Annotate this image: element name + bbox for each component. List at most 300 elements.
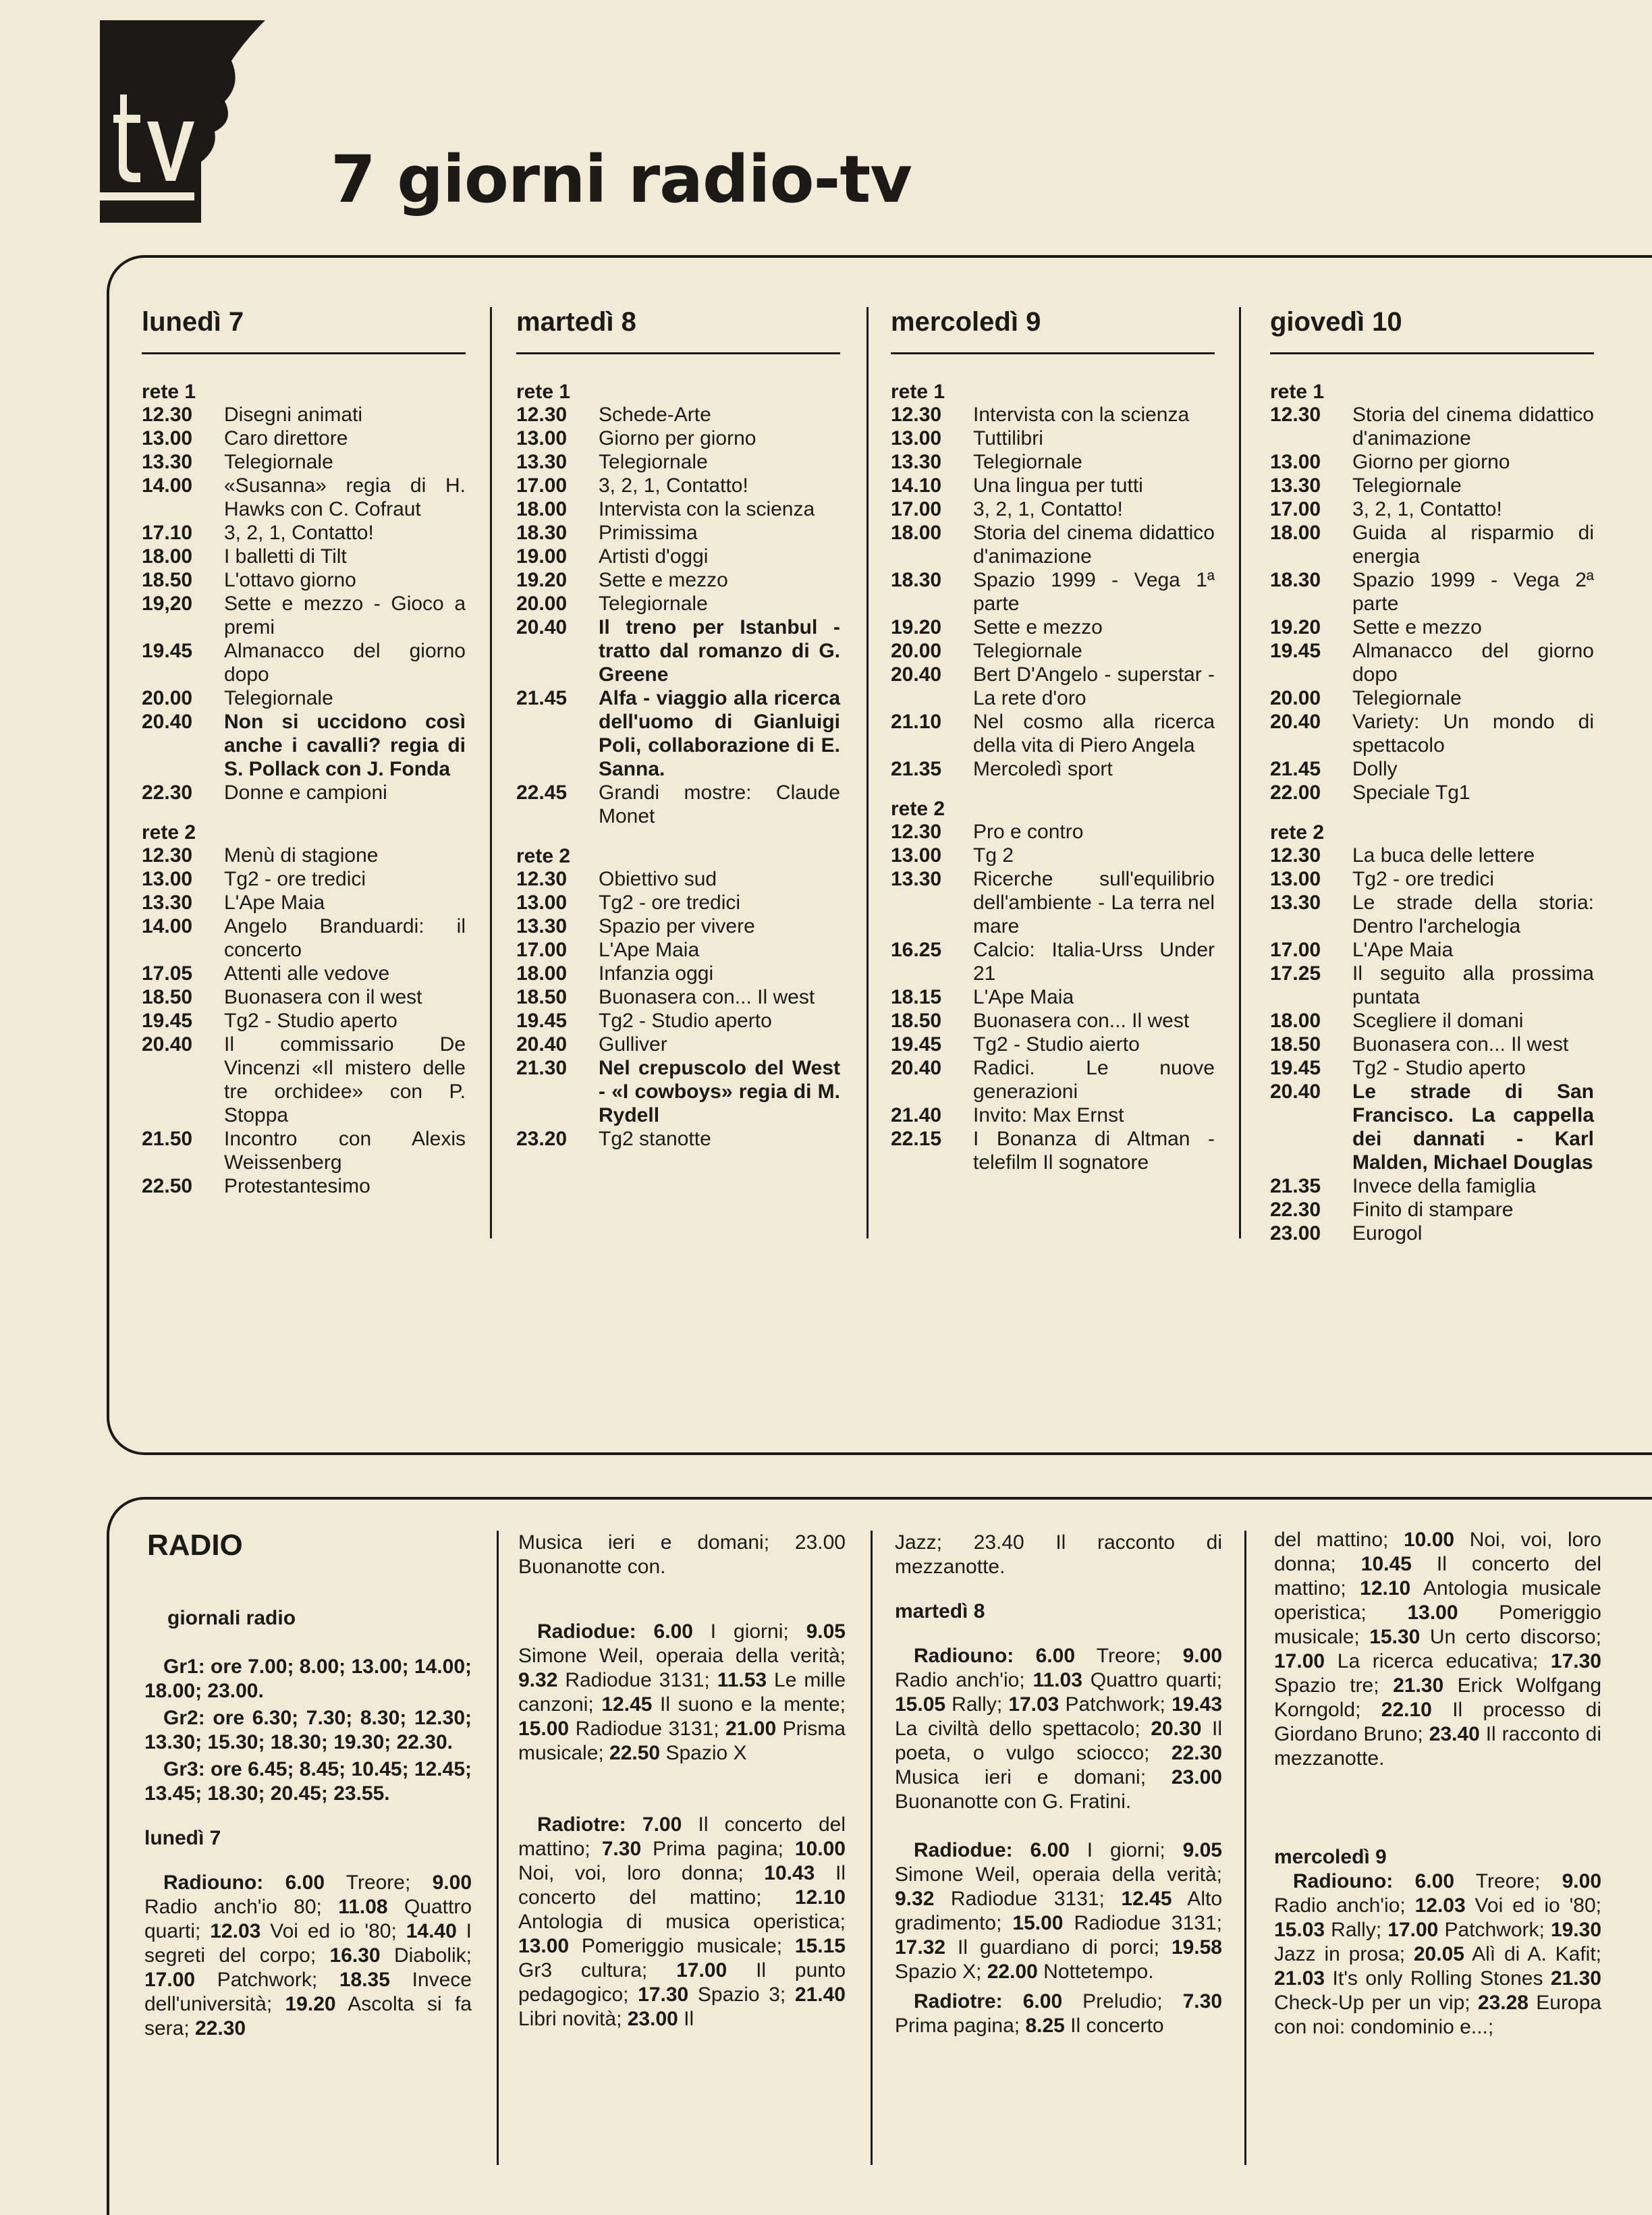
radiodue-block: Radiodue: 6.00 I giorni; 9.05 Simone Weil, operaia della verità; 9.32 Radiodue 3131; 12.45 Alto gradimento; 15.00 Radiodue 3131; 17.32 Il guardiano di porci; 19.58 Spazio X; 22.00 Nottetempo.: [895, 1839, 1223, 1983]
program-title: Telegiornale: [1352, 474, 1462, 497]
program-time: 21.45: [516, 687, 568, 709]
program-title: Giorno per giorno: [599, 427, 756, 449]
program-row: [1270, 474, 1594, 497]
program-title: 3, 2, 1, Contatto!: [973, 498, 1123, 520]
program-row: [1270, 639, 1594, 686]
network-label: rete 1: [142, 381, 196, 403]
program-time: 22.00: [1270, 782, 1321, 804]
program-row: [1270, 1222, 1594, 1245]
column-divider: [497, 1531, 499, 2165]
network-label: rete 2: [516, 845, 571, 867]
program-title: Spazio per vivere: [599, 915, 755, 937]
day-heading: martedì 8: [516, 307, 840, 354]
radiouno-block: Radiouno: 6.00 Treore; 9.00 Radio anch'io 80; 11.08 Quattro quarti; 12.03 Voi ed io '80; 14.40 I segreti del corpo; 16.30 Diabolik; 17.00 Patchwork; 18.35 Invece dell'università; 19.20 Ascolta si fa sera; 22.30: [144, 1871, 472, 2040]
program-title: Invito: Max Ernst: [973, 1104, 1124, 1126]
program-title: Artisti d'oggi: [599, 545, 709, 568]
tv-day-column: [142, 307, 466, 1198]
program-title: «Susanna» regia di H. Hawks con C. Cofraut: [224, 474, 466, 520]
network-label: rete 2: [142, 821, 196, 844]
program-time: 19,20: [142, 593, 193, 615]
program-row: [142, 781, 466, 804]
program-row: [1270, 1198, 1594, 1222]
program-time: 17.00: [1270, 498, 1321, 520]
program-row: [891, 568, 1215, 616]
program-time: 23.20: [516, 1128, 568, 1150]
network-label: rete 1: [516, 381, 571, 403]
program-row: [891, 820, 1215, 844]
program-title: Protestantesimo: [224, 1175, 370, 1197]
program-title: Mercoledì sport: [973, 758, 1113, 780]
program-row: [1270, 450, 1594, 474]
program-row: [516, 450, 840, 474]
day-heading: mercoledì 9: [891, 307, 1215, 354]
radiotre-block: Radiotre: 7.00 Il concerto del mattino; 7.30 Prima pagina; 10.00 Noi, voi, loro donna; 10.43 Il concerto del mattino; 12.10 Antologia di musica operistica; 13.00 Pomeriggio musicale; 15.15 Gr3 cultura; 17.00 Il punto pedagogico; 17.30 Spazio 3; 21.40 Libri novità; 23.00 Il: [518, 1813, 846, 2030]
program-title: Telegiornale: [224, 687, 333, 709]
program-time: 16.25: [891, 939, 942, 961]
radiotre-block: Radiotre: 6.00 Preludio; 7.30 Prima pagina; 8.25 Il concerto: [895, 1990, 1222, 2037]
program-row: [516, 592, 840, 616]
program-row: [142, 545, 466, 568]
program-time: 17.05: [142, 962, 193, 985]
program-row: [142, 639, 466, 686]
program-time: 19.20: [1270, 616, 1321, 638]
radio-day-heading: martedì 8: [895, 1600, 985, 1622]
radio-column-2: [518, 1531, 846, 2031]
program-title: Scegliere il domani: [1352, 1010, 1524, 1032]
column-divider: [490, 307, 492, 1238]
program-time: 18.50: [142, 986, 193, 1008]
program-row: [142, 568, 466, 592]
radio-day-heading: mercoledì 9: [1274, 1846, 1387, 1868]
program-title: Incontro con Alexis Weissenberg: [224, 1128, 466, 1174]
program-title: Speciale Tg1: [1352, 782, 1470, 804]
tv-day-column: [1270, 307, 1594, 1245]
program-row: [516, 867, 840, 891]
program-title: Tg 2: [973, 844, 1014, 867]
program-time: 21.45: [1270, 758, 1321, 780]
program-time: 13.00: [891, 844, 942, 867]
program-time: 18.00: [516, 498, 568, 520]
continued-text: del mattino; 10.00 Noi, voi, loro donna; 10.45 Il concerto del mattino; 12.10 Antologia musicale operistica; 13.00 Pomeriggio musicale; 15.30 Un certo discorso; 17.00 La ricerca educativa; 17.30 Spazio tre; 21.30 Erick Wolfgang Korngold; 22.10 Il processo di Giordano Bruno; 23.40 Il racconto di mezzanotte.: [1274, 1529, 1602, 1770]
program-title: Caro direttore: [224, 427, 348, 449]
program-title: Spazio 1999 - Vega 2ª parte: [1352, 569, 1594, 615]
program-title: Buonasera con il west: [224, 986, 422, 1008]
program-time: 23.00: [1270, 1222, 1321, 1245]
program-title: 3, 2, 1, Contatto!: [599, 474, 748, 497]
program-time: 20.40: [142, 711, 193, 733]
program-time: 18.00: [142, 545, 193, 568]
network-label: rete 1: [1270, 381, 1325, 403]
gr-entry: [144, 1706, 472, 1755]
program-title: Invece della famiglia: [1352, 1175, 1536, 1197]
program-time: 13.00: [1270, 868, 1321, 890]
program-time: 20.00: [1270, 687, 1321, 709]
program-time: 22.15: [891, 1128, 942, 1150]
program-time: 18.30: [891, 569, 942, 591]
program-row: [891, 985, 1215, 1009]
program-row: [891, 1009, 1215, 1033]
program-title: L'Ape Maia: [973, 986, 1074, 1008]
program-time: 12.30: [1270, 404, 1321, 426]
program-title: Tg2 - Studio aperto: [224, 1010, 397, 1032]
program-title: Sette e mezzo - Gioco a premi: [224, 593, 466, 638]
program-time: 13.00: [516, 427, 568, 449]
program-title: Tg2 - ore tredici: [224, 868, 366, 890]
program-title: Radici. Le nuove generazioni: [973, 1057, 1215, 1103]
program-title: Telegiornale: [1352, 687, 1462, 709]
program-time: 13.30: [1270, 474, 1321, 497]
program-row: [1270, 521, 1594, 568]
program-title: Calcio: Italia-Urss Under 21: [973, 939, 1215, 985]
program-title: Una lingua per tutti: [973, 474, 1143, 497]
radio-day-heading: lunedì 7: [144, 1827, 221, 1849]
program-title: Telegiornale: [599, 593, 708, 615]
program-row: [891, 427, 1215, 450]
program-time: 18.30: [1270, 569, 1321, 591]
program-row: [1270, 403, 1594, 450]
program-time: 12.30: [142, 404, 193, 426]
program-row: [516, 568, 840, 592]
gr-label: Gr2:: [163, 1707, 205, 1729]
program-title: L'Ape Maia: [599, 939, 700, 961]
program-time: 20.40: [891, 663, 942, 686]
program-time: 13.30: [891, 868, 942, 890]
network-label: rete 2: [891, 798, 945, 820]
gr-times: ore 6.30; 7.30; 8.30; 12.30; 13.30; 15.30; 18.30; 19.30; 22.30.: [144, 1707, 472, 1753]
column-divider: [866, 307, 869, 1238]
program-title: Bert D'Angelo - superstar - La rete d'oro: [973, 663, 1215, 709]
program-time: 19.20: [891, 616, 942, 638]
program-row: [891, 639, 1215, 663]
program-time: 13.30: [516, 915, 568, 937]
program-title: Non si uccidono così anche i cavalli? regia di S. Pollack con J. Fonda: [224, 711, 466, 780]
program-row: [891, 450, 1215, 474]
program-time: 21.30: [516, 1057, 568, 1079]
program-title: 3, 2, 1, Contatto!: [1352, 498, 1502, 520]
program-time: 22.45: [516, 782, 568, 804]
program-row: [142, 1009, 466, 1033]
program-time: 20.40: [516, 616, 568, 638]
program-time: 12.30: [891, 404, 942, 426]
program-title: Angelo Branduardi: il concerto: [224, 915, 466, 961]
program-time: 12.30: [891, 821, 942, 843]
program-title: Tg2 stanotte: [599, 1128, 711, 1150]
radiodue-block: Radiodue: 6.00 I giorni; 9.05 Simone Weil, operaia della verità; 9.32 Radiodue 3131; 11.53 Le mille canzoni; 12.45 Il suono e la mente; 15.00 Radiodue 3131; 21.00 Prisma musicale; 22.50 Spazio X: [518, 1620, 846, 1764]
program-row: [891, 474, 1215, 497]
program-title: Le strade di San Francisco. La cappella dei dannati - Karl Malden, Michael Douglas: [1352, 1081, 1594, 1174]
tv-day-column: [516, 307, 840, 1151]
program-time: 13.30: [1270, 892, 1321, 914]
program-time: 14.10: [891, 474, 942, 497]
program-time: 13.30: [142, 451, 193, 473]
program-title: Buonasera con... Il west: [599, 986, 815, 1008]
day-heading: giovedì 10: [1270, 307, 1594, 354]
program-time: 22.30: [1270, 1199, 1321, 1221]
program-row: [1270, 938, 1594, 962]
program-time: 21.35: [891, 758, 942, 780]
program-row: [891, 1127, 1215, 1174]
program-row: [891, 1033, 1215, 1056]
program-title: Spazio 1999 - Vega 1ª parte: [973, 569, 1215, 615]
program-row: [1270, 1033, 1594, 1056]
program-time: 22.30: [142, 782, 193, 804]
program-time: 20.00: [891, 640, 942, 662]
program-row: [1270, 962, 1594, 1009]
program-title: Schede-Arte: [599, 404, 711, 426]
program-row: [1270, 497, 1594, 521]
network-label: rete 2: [1270, 821, 1325, 844]
program-time: 17.00: [891, 498, 942, 520]
program-time: 20.00: [516, 593, 568, 615]
giornali-radio-heading: giornali radio: [167, 1607, 296, 1629]
program-row: [516, 521, 840, 545]
program-title: Giorno per giorno: [1352, 451, 1510, 473]
continued-text: Jazz; 23.40 Il racconto di mezzanotte.: [895, 1531, 1222, 1578]
program-row: [142, 427, 466, 450]
program-title: Telegiornale: [973, 640, 1082, 662]
page-title: 7 giorni radio-tv: [331, 142, 912, 217]
program-row: [1270, 1009, 1594, 1033]
program-title: Il treno per Istanbul - tratto dal romanzo di G. Greene: [599, 616, 840, 686]
program-row: [142, 474, 466, 521]
radio-column-1: [144, 1606, 472, 2041]
program-row: [142, 1033, 466, 1127]
program-time: 12.30: [1270, 844, 1321, 867]
program-time: 19.45: [891, 1033, 942, 1056]
program-title: Grandi mostre: Claude Monet: [599, 782, 840, 827]
program-title: Pro e contro: [973, 821, 1084, 843]
program-row: [1270, 891, 1594, 938]
program-row: [891, 663, 1215, 710]
program-time: 19.45: [1270, 1057, 1321, 1079]
program-title: Variety: Un mondo di spettacolo: [1352, 711, 1594, 757]
program-time: 13.00: [142, 868, 193, 890]
program-title: L'ottavo giorno: [224, 569, 356, 591]
radiouno-block: Radiouno: 6.00 Treore; 9.00 Radio anch'io; 11.03 Quattro quarti; 15.05 Rally; 17.03 Patchwork; 19.43 La civiltà dello spettacolo; 20.30 Il poeta, o vulgo sciocco; 22.30 Musica ieri e domani; 23.00 Buonanotte con G. Fratini.: [895, 1645, 1223, 1813]
radiouno-block: Radiouno: 6.00 Treore; 9.00 Radio anch'io; 12.03 Voi ed io '80; 15.03 Rally; 17.00 Patchwork; 19.30 Jazz in prosa; 20.05 Alì di A. Kafit; 21.03 It's only Rolling Stones 21.30 Check-Up per un vip; 23.28 Europa con noi: condominio e...;: [1274, 1870, 1602, 2038]
program-time: 19.45: [142, 640, 193, 662]
program-row: [516, 938, 840, 962]
program-row: [516, 1056, 840, 1127]
program-title: Storia del cinema didattico d'animazione: [1352, 404, 1594, 449]
program-row: [1270, 710, 1594, 757]
program-time: 19.00: [516, 545, 568, 568]
program-title: Tg2 - ore tredici: [599, 892, 741, 914]
program-title: Buonasera con... Il west: [1352, 1033, 1569, 1056]
program-title: 3, 2, 1, Contatto!: [224, 522, 374, 544]
program-title: Infanzia oggi: [599, 962, 714, 985]
program-title: Intervista con la scienza: [973, 404, 1190, 426]
program-row: [1270, 844, 1594, 867]
program-time: 18.30: [516, 522, 568, 544]
program-time: 20.40: [891, 1057, 942, 1079]
program-row: [142, 450, 466, 474]
program-time: 13.00: [142, 427, 193, 449]
program-title: Sette e mezzo: [599, 569, 728, 591]
program-time: 18.00: [891, 522, 942, 544]
program-row: [142, 403, 466, 427]
radio-title: RADIO: [147, 1529, 243, 1562]
program-time: 20.40: [1270, 711, 1321, 733]
program-time: 13.30: [891, 451, 942, 473]
program-row: [142, 867, 466, 891]
radio-column-4: [1274, 1528, 1601, 2040]
program-row: [1270, 1174, 1594, 1198]
program-time: 13.30: [142, 892, 193, 914]
program-row: [516, 1009, 840, 1033]
program-title: Storia del cinema didattico d'animazione: [973, 522, 1215, 568]
program-row: [1270, 1056, 1594, 1080]
program-title: Tg2 - Studio aperto: [599, 1010, 772, 1032]
program-row: [142, 914, 466, 962]
program-title: L'Ape Maia: [1352, 939, 1454, 961]
program-time: 21.50: [142, 1128, 193, 1150]
program-title: Donne e campioni: [224, 782, 387, 804]
program-row: [891, 521, 1215, 568]
program-title: Ricerche sull'equilibrio dell'ambiente - La terra nel mare: [973, 868, 1215, 937]
program-title: Eurogol: [1352, 1222, 1423, 1245]
program-title: Finito di stampare: [1352, 1199, 1514, 1221]
program-row: [142, 521, 466, 545]
program-row: [142, 985, 466, 1009]
program-time: 17.00: [516, 939, 568, 961]
program-row: [516, 914, 840, 938]
program-row: [142, 710, 466, 781]
gr-list: [144, 1655, 472, 1806]
program-row: [891, 710, 1215, 757]
program-title: Nel cosmo alla ricerca della vita di Piero Angela: [973, 711, 1215, 757]
program-row: [891, 403, 1215, 427]
program-row: [891, 616, 1215, 639]
program-row: [516, 1033, 840, 1056]
program-row: [1270, 568, 1594, 616]
program-row: [516, 616, 840, 686]
program-time: 13.00: [1270, 451, 1321, 473]
program-title: La buca delle lettere: [1352, 844, 1535, 867]
program-title: I balletti di Tilt: [224, 545, 347, 568]
program-title: Buonasera con... Il west: [973, 1010, 1190, 1032]
program-row: [1270, 686, 1594, 710]
program-row: [891, 867, 1215, 938]
column-divider: [1244, 1531, 1246, 2165]
program-title: Disegni animati: [224, 404, 363, 426]
program-time: 19.20: [516, 569, 568, 591]
column-divider: [1239, 307, 1241, 1238]
program-time: 20.00: [142, 687, 193, 709]
program-title: Alfa - viaggio alla ricerca dell'uomo di Gianluigi Poli, collaborazione di E. Sanna.: [599, 687, 840, 780]
program-time: 17.00: [516, 474, 568, 497]
program-time: 21.10: [891, 711, 942, 733]
program-time: 20.40: [516, 1033, 568, 1056]
gr-label: Gr3:: [163, 1758, 205, 1780]
tv-day-column: [891, 307, 1215, 1174]
program-time: 13.00: [891, 427, 942, 449]
program-title: Obiettivo sud: [599, 868, 717, 890]
radio-column-3: [895, 1531, 1222, 2038]
program-row: [142, 844, 466, 867]
program-title: Nel crepuscolo del West - «I cowboys» regia di M. Rydell: [599, 1057, 840, 1126]
gr-entry: [144, 1655, 472, 1703]
program-time: 18.50: [516, 986, 568, 1008]
program-row: [142, 1174, 466, 1198]
program-time: 18.50: [1270, 1033, 1321, 1056]
program-time: 13.00: [516, 892, 568, 914]
program-row: [891, 1056, 1215, 1103]
program-time: 14.00: [142, 915, 193, 937]
program-row: [891, 1103, 1215, 1127]
program-title: Tg2 - Studio aperto: [1352, 1057, 1526, 1079]
program-title: Almanacco del giorno dopo: [1352, 640, 1594, 686]
program-time: 12.30: [516, 404, 568, 426]
program-title: Tg2 - Studio aierto: [973, 1033, 1140, 1056]
program-title: Telegiornale: [224, 451, 333, 473]
program-title: Dolly: [1352, 758, 1398, 780]
program-row: [142, 686, 466, 710]
column-divider: [871, 1531, 873, 2165]
program-time: 14.00: [142, 474, 193, 497]
program-title: Almanacco del giorno dopo: [224, 640, 466, 686]
program-row: [142, 891, 466, 914]
gr-label: Gr1:: [163, 1656, 205, 1678]
program-time: 17.25: [1270, 962, 1321, 985]
program-row: [1270, 1080, 1594, 1174]
tv-logo: [100, 20, 302, 223]
program-time: 21.40: [891, 1104, 942, 1126]
program-time: 20.40: [142, 1033, 193, 1056]
program-time: 13.30: [516, 451, 568, 473]
program-title: Attenti alle vedove: [224, 962, 390, 985]
program-row: [142, 1127, 466, 1174]
gr-entry: [144, 1757, 472, 1806]
program-title: Sette e mezzo: [1352, 616, 1482, 638]
program-title: Telegiornale: [599, 451, 708, 473]
program-row: [142, 962, 466, 985]
program-time: 21.35: [1270, 1175, 1321, 1197]
program-row: [516, 545, 840, 568]
program-title: Il commissario De Vincenzi «Il mistero delle tre orchidee» con P. Stoppa: [224, 1033, 466, 1126]
program-title: I Bonanza di Altman - telefilm Il sognatore: [973, 1128, 1215, 1174]
program-row: [516, 427, 840, 450]
program-title: Menù di stagione: [224, 844, 379, 867]
program-row: [1270, 781, 1594, 804]
program-time: 18.00: [516, 962, 568, 985]
program-row: [891, 844, 1215, 867]
program-row: [516, 474, 840, 497]
program-row: [516, 403, 840, 427]
network-label: rete 1: [891, 381, 945, 403]
program-time: 18.15: [891, 986, 942, 1008]
program-row: [516, 891, 840, 914]
program-row: [891, 938, 1215, 985]
program-row: [1270, 867, 1594, 891]
program-time: 18.50: [891, 1010, 942, 1032]
program-row: [516, 1127, 840, 1151]
program-time: 12.30: [142, 844, 193, 867]
program-time: 17.10: [142, 522, 193, 544]
gr-times: ore 6.45; 8.45; 10.45; 12.45; 13.45; 18.30; 20.45; 23.55.: [144, 1758, 472, 1805]
program-time: 19.45: [1270, 640, 1321, 662]
program-row: [1270, 757, 1594, 781]
continued-text: Musica ieri e domani; 23.00 Buonanotte con.: [518, 1531, 846, 1578]
program-row: [891, 757, 1215, 781]
program-row: [516, 686, 840, 781]
program-time: 18.50: [142, 569, 193, 591]
program-title: Telegiornale: [973, 451, 1082, 473]
gr-times: ore 7.00; 8.00; 13.00; 14.00; 18.00; 23.00.: [144, 1656, 472, 1702]
program-time: 18.00: [1270, 522, 1321, 544]
program-time: 19.45: [516, 1010, 568, 1032]
program-time: 22.50: [142, 1175, 193, 1197]
